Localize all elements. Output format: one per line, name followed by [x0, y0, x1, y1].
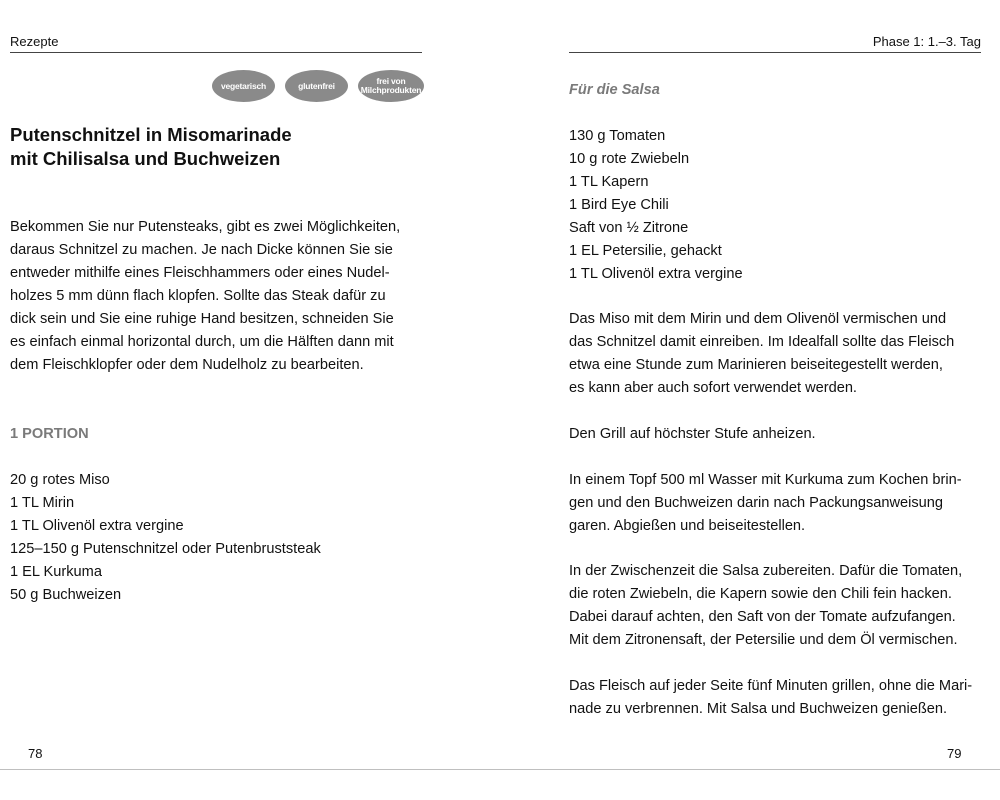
text-line: In der Zwischenzeit die Salsa zubereiten. Dafür die Tomaten,: [569, 563, 963, 579]
header-rule-right: [569, 52, 981, 53]
ingredient-item: 1 Bird Eye Chili: [569, 197, 669, 213]
page-bottom-edge: [0, 769, 1000, 770]
text-line: es kann aber auch sofort verwendet werden.: [569, 380, 857, 396]
ingredient-item: 50 g Buchweizen: [10, 587, 122, 603]
diet-badges: [212, 70, 424, 102]
ingredient-item: 1 TL Olivenöl extra vergine: [569, 266, 743, 282]
ingredient-item: Saft von ½ Zitrone: [569, 220, 689, 236]
title-line: mit Chilisalsa und Buchweizen: [10, 148, 281, 169]
ingredient-item: 1 TL Mirin: [10, 495, 75, 511]
text-line: entweder mithilfe eines Fleischhammers oder eines Nudel-: [10, 265, 390, 281]
ingredient-list: [10, 469, 321, 607]
instruction-step-5: [569, 675, 972, 721]
vegetarian-badge: vegetarisch: [212, 70, 275, 102]
running-header-left: Rezepte: [10, 34, 59, 49]
salsa-heading: Für die Salsa: [569, 82, 660, 98]
text-line: In einem Topf 500 ml Wasser mit Kurkuma zum Kochen brin-: [569, 472, 962, 488]
text-line: Bekommen Sie nur Putensteaks, gibt es zwei Möglichkeiten,: [10, 219, 401, 235]
header-rule-left: [10, 52, 422, 53]
instruction-step-1: [569, 308, 954, 400]
portion-heading: 1 PORTION: [10, 426, 89, 442]
ingredient-item: 1 TL Kapern: [569, 174, 649, 190]
ingredient-item: 10 g rote Zwiebeln: [569, 151, 690, 167]
text-line: dem Fleischklopfer oder dem Nudelholz zu bearbeiten.: [10, 357, 364, 373]
page-number-right: 79: [947, 746, 962, 761]
recipe-title: [10, 123, 430, 171]
text-line: nade zu verbrennen. Mit Salsa und Buchweizen genießen.: [569, 701, 948, 717]
salsa-ingredient-list: [569, 125, 743, 286]
ingredient-item: 20 g rotes Miso: [10, 472, 110, 488]
text-line: es einfach einmal horizontal durch, um die Hälften dann mit: [10, 334, 394, 350]
text-line: das Schnitzel damit einreiben. Im Idealfall sollte das Fleisch: [569, 334, 955, 350]
text-line: gen und den Buchweizen darin nach Packungsanweisung: [569, 495, 944, 511]
text-line: die roten Zwiebeln, die Kapern sowie den Chili fein hacken.: [569, 586, 952, 602]
left-page: [0, 0, 500, 770]
text-line: Den Grill auf höchster Stufe anheizen.: [569, 426, 816, 442]
text-line: Dabei darauf achten, den Saft von der Tomate aufzufangen.: [569, 609, 956, 625]
ingredient-item: 130 g Tomaten: [569, 128, 666, 144]
instruction-step-2: [569, 423, 816, 446]
ingredient-item: 1 EL Kurkuma: [10, 564, 102, 580]
text-line: Das Fleisch auf jeder Seite fünf Minuten grillen, ohne die Mari-: [569, 678, 973, 694]
ingredient-item: 1 EL Petersilie, gehackt: [569, 243, 722, 259]
text-line: daraus Schnitzel zu machen. Je nach Dicke können Sie sie: [10, 242, 393, 258]
page-number-left: 78: [28, 746, 43, 761]
text-line: etwa eine Stunde zum Marinieren beiseitegestellt werden,: [569, 357, 943, 373]
title-line: Putenschnitzel in Misomarinade: [10, 124, 292, 145]
gluten-free-badge: glutenfrei: [285, 70, 348, 102]
intro-paragraph: [10, 216, 400, 377]
text-line: garen. Abgießen und beiseitestellen.: [569, 518, 806, 534]
text-line: Mit dem Zitronensaft, der Petersilie und dem Öl vermischen.: [569, 632, 958, 648]
text-line: Das Miso mit dem Mirin und dem Olivenöl vermischen und: [569, 311, 947, 327]
ingredient-item: 125–150 g Putenschnitzel oder Putenbruststeak: [10, 541, 321, 557]
running-header-right: Phase 1: 1.–3. Tag: [872, 34, 981, 49]
ingredient-item: 1 TL Olivenöl extra vergine: [10, 518, 184, 534]
instruction-step-3: [569, 469, 962, 538]
right-page: [500, 0, 1000, 770]
text-line: dick sein und Sie eine ruhige Hand besitzen, schneiden Sie: [10, 311, 394, 327]
text-line: holzes 5 mm dünn flach klopfen. Sollte das Steak dafür zu: [10, 288, 386, 304]
dairy-free-badge: frei von Milchprodukten: [358, 70, 424, 102]
instruction-step-4: [569, 560, 962, 652]
